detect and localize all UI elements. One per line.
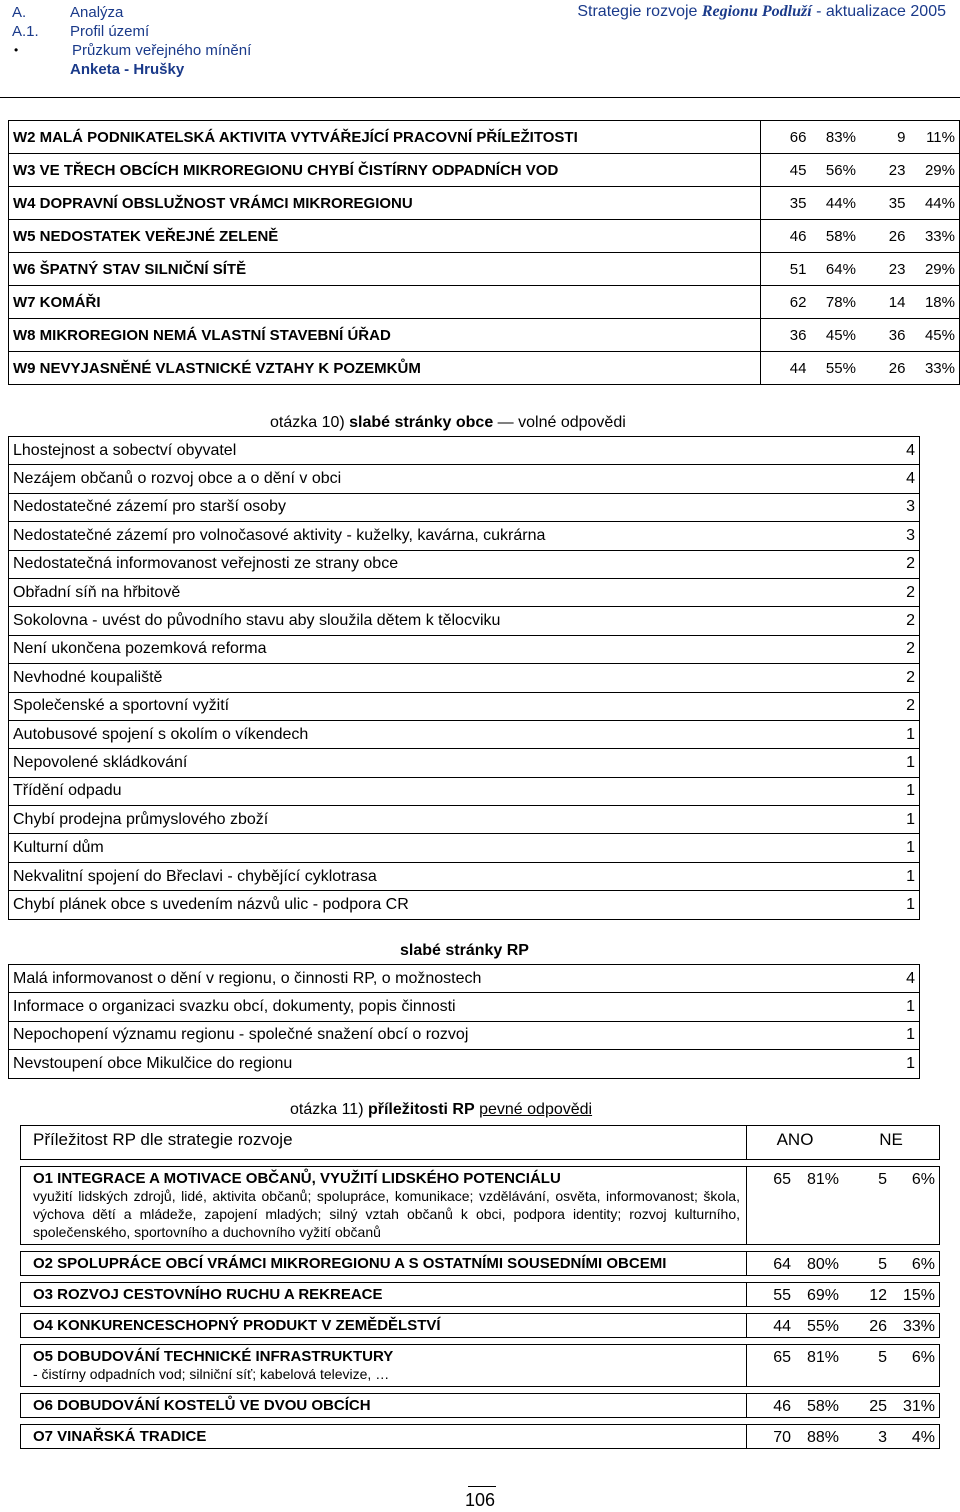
yes-count: 44 — [760, 352, 810, 385]
yes-count: 55 — [747, 1283, 796, 1307]
header-text: Profil území — [70, 23, 150, 40]
weakness-table — [8, 120, 960, 385]
yes-percent: 81% — [795, 1167, 843, 1245]
header-line — [12, 22, 251, 41]
no-count: 5 — [843, 1345, 891, 1387]
no-count: 12 — [843, 1283, 891, 1307]
row-gap — [21, 1418, 940, 1425]
answer-count: 1 — [881, 1021, 920, 1049]
no-percent: 6% — [891, 1345, 940, 1387]
answer-text: Chybí plánek obce s uvedením názvů ulic - podpora CR — [9, 891, 882, 919]
table-row — [9, 777, 920, 805]
q11-header-row — [21, 1126, 940, 1160]
q10-caption — [270, 414, 626, 432]
yes-count: 65 — [747, 1167, 796, 1245]
q11-head-label: Příležitost RP dle strategie rozvoje — [21, 1126, 747, 1160]
answer-text: Nezájem občanů o rozvoj obce a o dění v obci — [9, 465, 882, 493]
yes-percent: 78% — [810, 286, 860, 319]
opportunity-cell — [21, 1283, 747, 1307]
opportunity-cell — [21, 1167, 747, 1245]
yes-percent: 55% — [795, 1314, 843, 1338]
header-text: Anketa - Hrušky — [70, 61, 185, 78]
table-row — [9, 1021, 920, 1049]
q10-caption-suffix: volné odpovědi — [518, 414, 626, 431]
opportunity-cell — [21, 1345, 747, 1387]
header-document-title — [577, 3, 946, 21]
yes-count: 36 — [760, 319, 810, 352]
page-number: 106 — [464, 1490, 496, 1510]
header-line — [12, 41, 251, 60]
answer-count: 2 — [881, 635, 920, 663]
table-row — [21, 1252, 940, 1276]
table-row — [21, 1394, 940, 1418]
answer-count: 1 — [881, 806, 920, 834]
answer-count: 4 — [881, 965, 920, 993]
table-row — [9, 437, 920, 465]
table-row — [9, 578, 920, 606]
table-row — [9, 607, 920, 635]
yes-count: 62 — [760, 286, 810, 319]
no-count: 14 — [860, 286, 910, 319]
table-row — [9, 749, 920, 777]
table-row — [9, 806, 920, 834]
opportunity-description: - čistírny odpadních vod; silniční síť; kabelová televize, … — [33, 1366, 390, 1382]
table-row — [9, 550, 920, 578]
gap-cell — [21, 1307, 940, 1314]
answer-text: Nedostatečné zázemí pro volnočasové aktivity - kuželky, kavárna, cukrárna — [9, 522, 882, 550]
table-row — [9, 635, 920, 663]
answer-text: Nekvalitní spojení do Břeclavi - chybějící cyklotrasa — [9, 862, 882, 890]
table-row — [9, 720, 920, 748]
bullet-icon: • — [14, 43, 19, 57]
answer-count: 2 — [881, 550, 920, 578]
rp-caption-text: slabé stránky RP — [400, 942, 529, 959]
yes-count: 35 — [760, 187, 810, 220]
answer-count: 2 — [881, 578, 920, 606]
q11-caption — [290, 1101, 592, 1119]
answer-count: 4 — [881, 437, 920, 465]
opportunity-cell — [21, 1314, 747, 1338]
no-percent: 4% — [891, 1425, 940, 1449]
gap-cell — [21, 1418, 940, 1425]
no-percent: 33% — [909, 352, 959, 385]
opportunity-description: využití lidských zdrojů, lidé, aktivita občanů; spolupráce, komunikace; vzdělávání, osvěta, informovanost; škola, výchova dětí a mládeže, zapojení mladých; silný vztah občanů k obci, podpora identity; rozvoj kulturního, společenského, sportovního a duchovního vyžití občanů — [33, 1188, 740, 1240]
rp-table — [8, 964, 920, 1079]
footer-rule — [468, 1486, 496, 1487]
no-count: 35 — [860, 187, 910, 220]
header-breadcrumb — [12, 3, 251, 79]
header-code: A.1. — [12, 23, 39, 40]
no-percent: 45% — [909, 319, 959, 352]
gap-cell — [21, 1387, 940, 1394]
table-row — [9, 664, 920, 692]
table-row — [9, 692, 920, 720]
q11-caption-suffix: pevné odpovědi — [479, 1101, 593, 1118]
yes-percent: 80% — [795, 1252, 843, 1276]
weakness-label: W8 MIKROREGION NEMÁ VLASTNÍ STAVEBNÍ ÚŘAD — [9, 319, 761, 352]
opportunity-cell — [21, 1252, 747, 1276]
no-count: 26 — [860, 220, 910, 253]
table-row — [9, 220, 960, 253]
answer-count: 1 — [881, 891, 920, 919]
opportunity-cell — [21, 1394, 747, 1418]
answer-count: 1 — [881, 993, 920, 1021]
opportunity-cell — [21, 1425, 747, 1449]
yes-count: 70 — [747, 1425, 796, 1449]
no-count: 5 — [843, 1252, 891, 1276]
yes-count: 65 — [747, 1345, 796, 1387]
answer-text: Třídění odpadu — [9, 777, 882, 805]
q11-head-no: NE — [843, 1126, 940, 1160]
table-row — [9, 253, 960, 286]
yes-percent: 58% — [810, 220, 860, 253]
header-line — [12, 3, 251, 22]
table-row — [9, 1050, 920, 1078]
opportunity-title: O7 VINAŘSKÁ TRADICE — [33, 1428, 207, 1445]
yes-count: 44 — [747, 1314, 796, 1338]
opportunity-title: O1 INTEGRACE A MOTIVACE OBČANŮ, VYUŽITÍ LIDSKÉHO POTENCIÁLU — [33, 1170, 561, 1187]
yes-count: 46 — [760, 220, 810, 253]
no-percent: 33% — [909, 220, 959, 253]
answer-text: Informace o organizaci svazku obcí, dokumenty, popis činnosti — [9, 993, 882, 1021]
q10-caption-dash: — — [493, 414, 519, 431]
weakness-label: W7 KOMÁŘI — [9, 286, 761, 319]
no-count: 26 — [843, 1314, 891, 1338]
gap-cell — [21, 1160, 940, 1167]
q10-caption-bold: slabé stránky obce — [349, 414, 494, 431]
answer-count: 4 — [881, 465, 920, 493]
answer-text: Společenské a sportovní vyžití — [9, 692, 882, 720]
answer-text: Nepovolené skládkování — [9, 749, 882, 777]
opportunity-title: O6 DOBUDOVÁNÍ KOSTELŮ VE DVOU OBCÍCH — [33, 1397, 371, 1414]
page-header — [0, 0, 960, 98]
answer-text: Obřadní síň na hřbitově — [9, 578, 882, 606]
row-gap — [21, 1276, 940, 1283]
region-logo-text: Regionu Podluží — [701, 3, 812, 20]
no-percent: 31% — [891, 1394, 940, 1418]
table-row — [21, 1167, 940, 1245]
header-code: A. — [12, 4, 27, 21]
answer-count: 1 — [881, 1050, 920, 1078]
q11-caption-bold: příležitosti RP — [367, 1101, 475, 1118]
no-percent: 33% — [891, 1314, 940, 1338]
yes-count: 46 — [747, 1394, 796, 1418]
gap-cell — [21, 1276, 940, 1283]
table-row — [9, 319, 960, 352]
q10-table — [8, 436, 920, 920]
rp-caption — [400, 942, 529, 960]
answer-text: Nedostatečné zázemí pro starší osoby — [9, 493, 882, 521]
no-count: 25 — [843, 1394, 891, 1418]
yes-percent: 69% — [795, 1283, 843, 1307]
yes-count: 51 — [760, 253, 810, 286]
table-row — [21, 1345, 940, 1387]
answer-text: Nepochopení významu regionu - společné snažení obcí o rozvoj — [9, 1021, 882, 1049]
table-row — [9, 352, 960, 385]
table-row — [9, 862, 920, 890]
no-percent: 15% — [891, 1283, 940, 1307]
yes-count: 45 — [760, 154, 810, 187]
answer-text: Není ukončena pozemková reforma — [9, 635, 882, 663]
answer-count: 1 — [881, 720, 920, 748]
no-percent: 18% — [909, 286, 959, 319]
no-percent: 44% — [909, 187, 959, 220]
answer-text: Chybí prodejna průmyslového zboží — [9, 806, 882, 834]
answer-text: Nedostatečná informovanost veřejnosti ze strany obce — [9, 550, 882, 578]
table-row — [9, 522, 920, 550]
table-row — [9, 121, 960, 154]
opportunity-title: O5 DOBUDOVÁNÍ TECHNICKÉ INFRASTRUKTURY — [33, 1348, 394, 1365]
opportunity-title: O2 SPOLUPRÁCE OBCÍ VRÁMCI MIKROREGIONU A S OSTATNÍMI SOUSEDNÍMI OBCEMI — [33, 1255, 667, 1272]
answer-count: 2 — [881, 607, 920, 635]
no-count: 3 — [843, 1425, 891, 1449]
header-line — [12, 60, 251, 79]
no-percent: 6% — [891, 1252, 940, 1276]
table-row — [9, 465, 920, 493]
yes-percent: 64% — [810, 253, 860, 286]
answer-text: Nevhodné koupaliště — [9, 664, 882, 692]
row-gap — [21, 1307, 940, 1314]
yes-count: 64 — [747, 1252, 796, 1276]
answer-count: 1 — [881, 777, 920, 805]
row-gap — [21, 1387, 940, 1394]
row-gap — [21, 1160, 940, 1167]
no-count: 23 — [860, 253, 910, 286]
gap-cell — [21, 1245, 940, 1252]
yes-percent: 44% — [810, 187, 860, 220]
answer-count: 2 — [881, 692, 920, 720]
answer-text: Kulturní dům — [9, 834, 882, 862]
q11-caption-prefix: otázka 11) — [290, 1101, 368, 1118]
table-row — [9, 891, 920, 919]
answer-count: 1 — [881, 834, 920, 862]
table-row — [9, 493, 920, 521]
answer-text: Nevstoupení obce Mikulčice do regionu — [9, 1050, 882, 1078]
header-rule — [0, 97, 960, 98]
table-row — [9, 154, 960, 187]
weakness-label: W9 NEVYJASNĚNÉ VLASTNICKÉ VZTAHY K POZEMKŮM — [9, 352, 761, 385]
table-row — [21, 1425, 940, 1449]
answer-count: 3 — [881, 493, 920, 521]
yes-percent: 83% — [810, 121, 860, 154]
no-count: 9 — [860, 121, 910, 154]
answer-count: 2 — [881, 664, 920, 692]
header-text: Analýza — [70, 4, 124, 21]
row-gap — [21, 1245, 940, 1252]
no-count: 5 — [843, 1167, 891, 1245]
no-count: 36 — [860, 319, 910, 352]
q11-head-yes: ANO — [747, 1126, 844, 1160]
opportunity-title: O3 ROZVOJ CESTOVNÍHO RUCHU A REKREACE — [33, 1286, 383, 1303]
answer-count: 3 — [881, 522, 920, 550]
answer-count: 1 — [881, 749, 920, 777]
yes-percent: 55% — [810, 352, 860, 385]
table-row — [9, 286, 960, 319]
answer-text: Sokolovna - uvést do původního stavu aby sloužila dětem k tělocviku — [9, 607, 882, 635]
answer-text: Autobusové spojení s okolím o víkendech — [9, 720, 882, 748]
no-percent: 6% — [891, 1167, 940, 1245]
yes-count: 66 — [760, 121, 810, 154]
q11-table — [20, 1125, 940, 1449]
table-row — [21, 1283, 940, 1307]
no-count: 26 — [860, 352, 910, 385]
no-percent: 29% — [909, 154, 959, 187]
header-code — [12, 60, 70, 79]
weakness-label: W2 MALÁ PODNIKATELSKÁ AKTIVITA VYTVÁŘEJÍCÍ PRACOVNÍ PŘÍLEŽITOSTI — [9, 121, 761, 154]
opportunity-title: O4 KONKURENCESCHOPNÝ PRODUKT V ZEMĚDĚLSTVÍ — [33, 1317, 441, 1334]
yes-percent: 56% — [810, 154, 860, 187]
no-count: 23 — [860, 154, 910, 187]
answer-count: 1 — [881, 862, 920, 890]
weakness-label: W4 DOPRAVNÍ OBSLUŽNOST VRÁMCI MIKROREGIONU — [9, 187, 761, 220]
table-row — [9, 965, 920, 993]
yes-percent: 88% — [795, 1425, 843, 1449]
header-text: Průzkum veřejného mínění — [72, 42, 252, 59]
weakness-label: W5 NEDOSTATEK VEŘEJNÉ ZELENĚ — [9, 220, 761, 253]
weakness-label: W6 ŠPATNÝ STAV SILNIČNÍ SÍTĚ — [9, 253, 761, 286]
table-row — [21, 1314, 940, 1338]
no-percent: 11% — [909, 121, 959, 154]
header-title-prefix: Strategie rozvoje — [577, 3, 702, 20]
table-row — [9, 834, 920, 862]
weakness-label: W3 VE TŘECH OBCÍCH MIKROREGIONU CHYBÍ ČISTÍRNY ODPADNÍCH VOD — [9, 154, 761, 187]
gap-cell — [21, 1338, 940, 1345]
table-row — [9, 993, 920, 1021]
yes-percent: 45% — [810, 319, 860, 352]
table-row — [9, 187, 960, 220]
row-gap — [21, 1338, 940, 1345]
yes-percent: 81% — [795, 1345, 843, 1387]
yes-percent: 58% — [795, 1394, 843, 1418]
answer-text: Malá informovanost o dění v regionu, o činnosti RP, o možnostech — [9, 965, 882, 993]
q10-caption-prefix: otázka 10) — [270, 414, 350, 431]
no-percent: 29% — [909, 253, 959, 286]
header-title-suffix: - aktualizace 2005 — [811, 3, 946, 20]
answer-text: Lhostejnost a sobectví obyvatel — [9, 437, 882, 465]
